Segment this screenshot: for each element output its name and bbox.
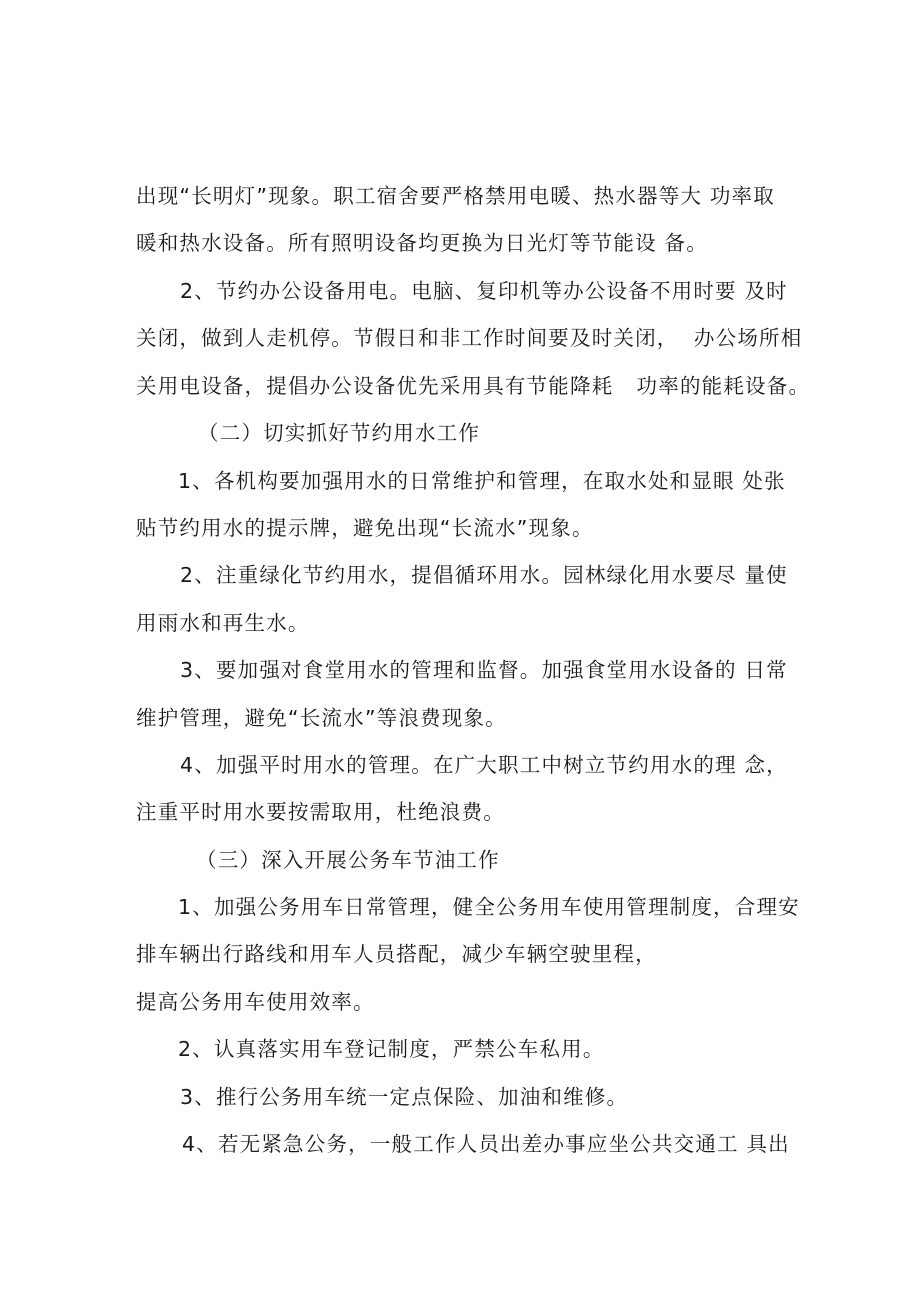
text-line: 暖和热水设备。所有照明设备均更换为日光灯等节能设 备。 bbox=[136, 231, 708, 255]
text-line: 注重平时用水要按需取用，杜绝浪费。 bbox=[136, 800, 505, 824]
text-line: 3、要加强对食堂用水的管理和监督。加强食堂用水设备的 日常 bbox=[180, 658, 788, 682]
text-line: 贴节约用水的提示牌，避免出现“长流水”现象。 bbox=[136, 516, 594, 540]
section-heading: （二）切实抓好节约用水工作 bbox=[198, 421, 481, 445]
text-line: 1、加强公务用车日常管理，健全公务用车使用管理制度，合理安 bbox=[178, 895, 800, 919]
text-line: 1、各机构要加强用水的日常维护和管理，在取水处和显眼 处张 bbox=[178, 469, 786, 493]
text-line: 维护管理，避免“长流水”等浪费现象。 bbox=[136, 706, 507, 730]
text-line: 3、推行公务用车统一定点保险、加油和维修。 bbox=[180, 1085, 629, 1109]
text-line: 4、若无紧急公务，一般工作人员出差办事应坐公共交通工 具出 bbox=[182, 1132, 790, 1156]
text-line: 排车辆出行路线和用车人员搭配，减少车辆空驶里程， bbox=[136, 942, 657, 966]
text-line: 2、认真落实用车登记制度，严禁公车私用。 bbox=[178, 1037, 605, 1061]
text-line: 2、节约办公设备用电。电脑、复印机等办公设备不用时要 及时 bbox=[180, 279, 788, 303]
section-heading: （三）深入开展公务车节油工作 bbox=[196, 848, 500, 872]
text-line: 关闭，做到人走机停。节假日和非工作时间要及时关闭， 办公场所相 bbox=[136, 326, 803, 350]
text-line: 2、注重绿化节约用水，提倡循环用水。园林绿化用水要尽 量使 bbox=[180, 563, 788, 587]
text-line: 关用电设备，提倡办公设备优先采用具有节能降耗 功率的能耗设备。 bbox=[136, 374, 811, 398]
text-line: 提高公务用车使用效率。 bbox=[136, 990, 375, 1014]
text-line: 用雨水和再生水。 bbox=[136, 611, 310, 635]
text-line: 出现“长明灯”现象。职工宿舍要严格禁用电暖、热水器等大 功率取 bbox=[136, 184, 775, 208]
text-line: 4、加强平时用水的管理。在广大职工中树立节约用水的理 念， bbox=[180, 753, 788, 777]
